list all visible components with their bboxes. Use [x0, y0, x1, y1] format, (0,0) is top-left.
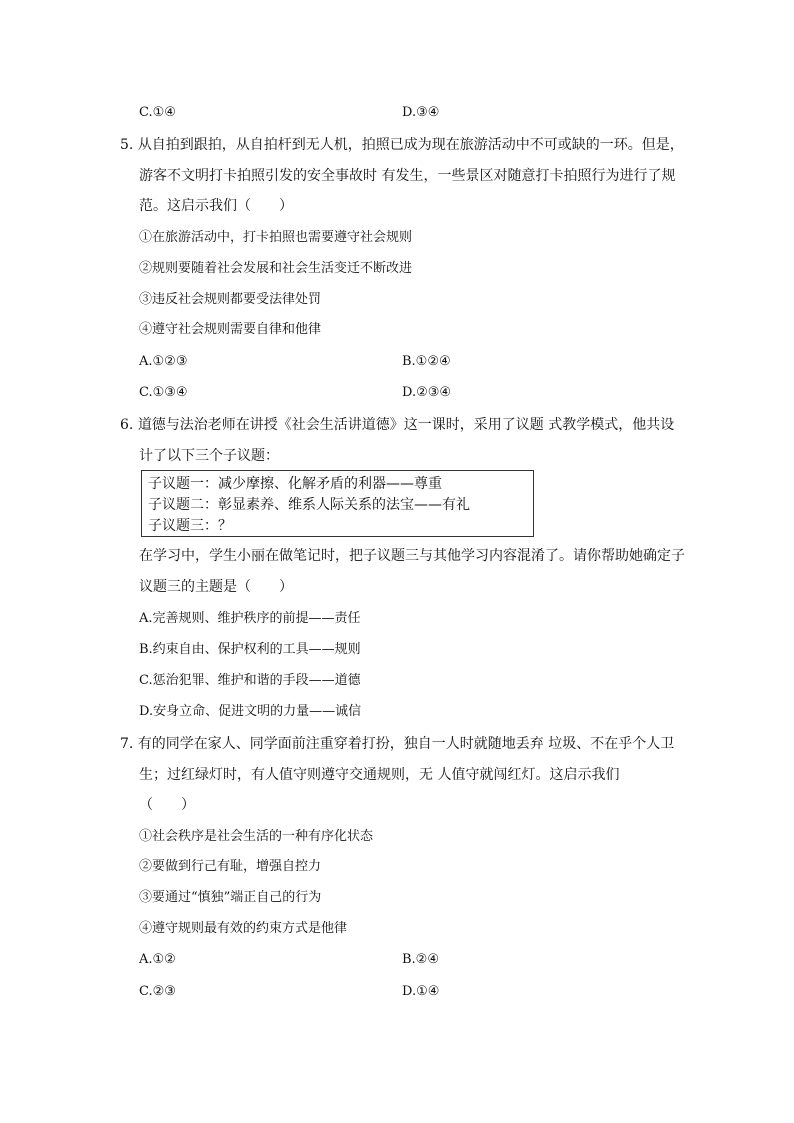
question-7-text-1: 有的同学在家人、同学面前注重穿着打扮，独自一人时就随地丢弃 垃圾、不在乎个人卫 — [137, 736, 675, 752]
question-6-option-d: D.安身立命、促进文明的力量——诚信 — [139, 704, 362, 719]
question-7-item-4: ④遵守规则最有效的约束方式是他律 — [139, 921, 348, 936]
question-5-option-b: B.①②④ — [402, 354, 451, 369]
question-5-line-1 — [120, 135, 684, 155]
question-5-option-a: A.①②③ — [139, 354, 188, 369]
question-7-item-1: ①社会秩序是社会生活的一种有序化状态 — [139, 829, 374, 844]
question-7-line-1 — [120, 734, 674, 754]
question-7-item-3: ③要通过“慎独”端正自己的行为 — [139, 890, 322, 905]
question-5-option-c: C.①③④ — [139, 385, 188, 400]
question-7-option-d: D.①④ — [402, 984, 440, 999]
question-5-option-d: D.②③④ — [402, 385, 452, 400]
question-6-text-1: 道德与法治老师在讲授《社会生活讲道德》这一课时，采用了议题 式教学模式，他共设 — [137, 417, 675, 433]
question-7-option-a: A.①② — [139, 952, 176, 967]
option-d-q4: D.③④ — [402, 105, 440, 120]
sub-topic-3: 子议题三：？ — [148, 518, 232, 534]
question-6-number: 6. — [120, 417, 134, 433]
question-7-item-2: ②要做到行己有耻，增强自控力 — [139, 859, 322, 874]
question-5-item-1: ①在旅游活动中，打卡拍照也需要遵守社会规则 — [139, 230, 413, 245]
sub-topic-1: 子议题一：减少摩擦、化解矛盾的利器——尊重 — [148, 476, 442, 492]
sub-topic-2: 子议题二：彰显素养、维系人际关系的法宝——有礼 — [148, 497, 470, 513]
question-5-number: 5. — [120, 137, 134, 153]
question-5-text-1: 从自拍到跟拍，从自拍杆到无人机，拍照已成为现在旅游活动中不可或缺的一环。但是， — [137, 137, 684, 153]
question-6-option-b: B.约束自由、保护权利的工具——规则 — [139, 642, 361, 657]
question-6-line-1 — [120, 415, 674, 435]
question-5-item-4: ④遵守社会规则需要自律和他律 — [139, 322, 322, 337]
question-6-option-a: A.完善规则、维护秩序的前提——责任 — [139, 611, 361, 626]
question-7-option-c: C.②③ — [139, 984, 176, 999]
question-7-line-2: 生；过红绿灯时，有人值守则遵守交通规则，无 人值守就闯红灯。这启示我们 — [139, 767, 620, 783]
sub-topic-box — [141, 470, 534, 537]
question-7-line-3: （ ） — [139, 797, 195, 813]
question-6-line-3: 在学习中，学生小丽在做笔记时，把子议题三与其他学习内容混淆了。请你帮助她确定子 — [139, 548, 685, 564]
question-7-number: 7. — [120, 736, 134, 752]
question-5-item-2: ②规则要随着社会发展和社会生活变迁不断改进 — [139, 261, 413, 276]
question-7-option-b: B.②④ — [402, 952, 439, 967]
question-5-line-2: 游客不文明打卡拍照引发的安全事故时 有发生，一些景区对随意打卡拍照行为进行了规 — [139, 168, 676, 184]
question-6-option-c: C.惩治犯罪、维护和谐的手段——道德 — [139, 673, 361, 688]
option-c-q4: C.①④ — [139, 105, 176, 120]
question-5-line-3: 范。这启示我们（ ） — [139, 198, 293, 214]
question-5-item-3: ③违反社会规则都要受法律处罚 — [139, 292, 322, 307]
question-6-line-4: 议题三的主题是（ ） — [139, 579, 293, 595]
question-6-line-2: 计了以下三个子议题： — [139, 448, 279, 464]
